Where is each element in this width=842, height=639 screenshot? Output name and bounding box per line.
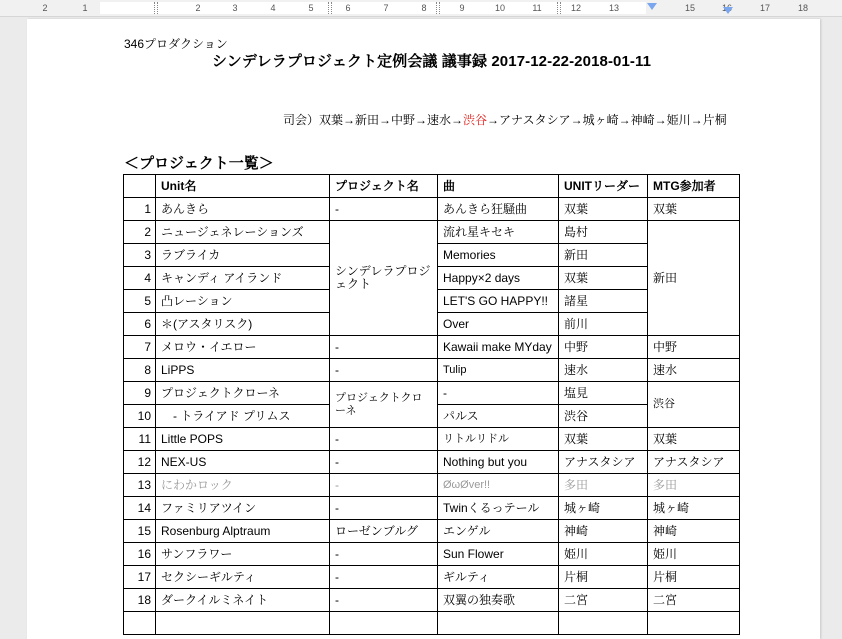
cell-no[interactable]: 1: [124, 198, 156, 221]
table-row: [124, 589, 740, 612]
section-heading: ＜プロジェクト一覧＞: [124, 155, 274, 172]
cell-unit[interactable]: LiPPS: [156, 359, 330, 382]
table-row-empty: [124, 612, 740, 635]
cell-no[interactable]: 6: [124, 313, 156, 336]
cell-no[interactable]: 7: [124, 336, 156, 359]
cell-no[interactable]: [124, 612, 156, 635]
cell-mtg[interactable]: 神崎: [648, 520, 740, 543]
header-song[interactable]: 曲: [438, 175, 559, 198]
cell-unit[interactable]: プロジェクトクローネ: [156, 382, 330, 405]
column-margin-handle[interactable]: [328, 2, 332, 14]
cell-song[interactable]: -: [438, 382, 559, 405]
ruler-tick: 4: [270, 3, 276, 13]
cell-song[interactable]: ØωØver!!: [438, 474, 559, 497]
cell-leader[interactable]: アナスタシア: [559, 451, 648, 474]
ruler-tick: 1: [82, 3, 88, 13]
ruler-tick: 7: [383, 3, 389, 13]
ruler-active-area: [100, 2, 646, 14]
cell-leader[interactable]: [559, 612, 648, 635]
table-row: [124, 543, 740, 566]
table-row: [124, 198, 740, 221]
cell-unit[interactable]: ダークイルミネイト: [156, 589, 330, 612]
table-row: [124, 359, 740, 382]
cell-mtg[interactable]: 中野: [648, 336, 740, 359]
cell-leader[interactable]: 神崎: [559, 520, 648, 543]
cell-leader[interactable]: 姫川: [559, 543, 648, 566]
cell-no[interactable]: 9: [124, 382, 156, 405]
table-row: [124, 566, 740, 589]
cell-leader[interactable]: 諸星: [559, 290, 648, 313]
organization-label: 346プロダクション: [124, 37, 228, 51]
cell-mtg[interactable]: 二宮: [648, 589, 740, 612]
cell-project[interactable]: -: [330, 336, 438, 359]
table-row: [124, 382, 740, 405]
cell-unit[interactable]: ニュージェネレーションズ: [156, 221, 330, 244]
ruler-tick: 2: [42, 3, 48, 13]
chair-after: →アナスタシア→城ヶ崎→神崎→姫川→片桐: [487, 113, 727, 127]
cell-leader[interactable]: 中野: [559, 336, 648, 359]
cell-no[interactable]: 15: [124, 520, 156, 543]
cell-no[interactable]: 11: [124, 428, 156, 451]
ruler-tick: 12: [570, 3, 582, 13]
cell-leader[interactable]: 塩見: [559, 382, 648, 405]
table-header-row: [124, 175, 740, 198]
cell-unit[interactable]: - トライアド プリムス: [156, 405, 330, 428]
column-margin-handle[interactable]: [557, 2, 561, 14]
cell-song[interactable]: [438, 612, 559, 635]
cell-unit[interactable]: セクシーギルティ: [156, 566, 330, 589]
right-indent-marker-icon[interactable]: [723, 7, 733, 14]
cell-song[interactable]: エンゲル: [438, 520, 559, 543]
cell-song[interactable]: Twinくるっテール: [438, 497, 559, 520]
header-unit[interactable]: Unit名: [156, 175, 330, 198]
table-row: [124, 520, 740, 543]
ruler-tick: 11: [532, 3, 542, 13]
cell-leader[interactable]: 新田: [559, 244, 648, 267]
cell-no[interactable]: 17: [124, 566, 156, 589]
cell-mtg[interactable]: 姫川: [648, 543, 740, 566]
cell-project[interactable]: -: [330, 566, 438, 589]
cell-leader[interactable]: 城ヶ崎: [559, 497, 648, 520]
ruler-tick: 15: [684, 3, 696, 13]
cell-song[interactable]: Happy×2 days: [438, 267, 559, 290]
ruler-tick: 9: [459, 3, 465, 13]
left-indent-marker-icon[interactable]: [647, 3, 657, 10]
header-leader[interactable]: UNITリーダー: [559, 175, 648, 198]
cell-project[interactable]: ローゼンブルグ: [330, 520, 438, 543]
cell-song[interactable]: Kawaii make MYday: [438, 336, 559, 359]
chair-highlight: 渋谷: [463, 113, 488, 127]
table-row: [124, 497, 740, 520]
cell-project[interactable]: -: [330, 474, 438, 497]
cell-unit[interactable]: Little POPS: [156, 428, 330, 451]
cell-song[interactable]: あんきら狂騒曲: [438, 198, 559, 221]
cell-leader[interactable]: 片桐: [559, 566, 648, 589]
header-project[interactable]: プロジェクト名: [330, 175, 438, 198]
cell-unit[interactable]: NEX-US: [156, 451, 330, 474]
cell-project[interactable]: -: [330, 198, 438, 221]
cell-mtg-merged[interactable]: 渋谷: [648, 382, 740, 428]
cell-unit[interactable]: サンフラワー: [156, 543, 330, 566]
cell-project-merged[interactable]: プロジェクトクローネ: [330, 382, 438, 428]
cell-project[interactable]: -: [330, 497, 438, 520]
cell-song[interactable]: Over: [438, 313, 559, 336]
cell-mtg[interactable]: 速水: [648, 359, 740, 382]
cell-leader[interactable]: 双葉: [559, 428, 648, 451]
cell-no[interactable]: 14: [124, 497, 156, 520]
chair-rotation: [283, 111, 727, 128]
cell-song[interactable]: 双翼の独奏歌: [438, 589, 559, 612]
table-row: [124, 451, 740, 474]
cell-mtg[interactable]: 双葉: [648, 198, 740, 221]
cell-no[interactable]: 13: [124, 474, 156, 497]
cell-mtg[interactable]: 双葉: [648, 428, 740, 451]
cell-leader[interactable]: 多田: [559, 474, 648, 497]
cell-leader[interactable]: 渋谷: [559, 405, 648, 428]
cell-song[interactable]: 流れ星キセキ: [438, 221, 559, 244]
cell-project[interactable]: -: [330, 589, 438, 612]
table-row: [124, 221, 740, 244]
cell-mtg[interactable]: 城ヶ崎: [648, 497, 740, 520]
cell-song[interactable]: リトルリドル: [438, 428, 559, 451]
ruler-tick: 5: [308, 3, 314, 13]
cell-mtg[interactable]: 片桐: [648, 566, 740, 589]
cell-unit[interactable]: ラブライカ: [156, 244, 330, 267]
cell-unit[interactable]: メロウ・イエロー: [156, 336, 330, 359]
ruler-tick: 17: [759, 3, 771, 13]
cell-no[interactable]: 8: [124, 359, 156, 382]
cell-unit[interactable]: 凸レーション: [156, 290, 330, 313]
ruler-tick: 8: [421, 3, 427, 13]
cell-leader[interactable]: 双葉: [559, 198, 648, 221]
cell-song[interactable]: Tulip: [438, 359, 559, 382]
cell-song[interactable]: ギルティ: [438, 566, 559, 589]
cell-unit[interactable]: ファミリアツイン: [156, 497, 330, 520]
cell-unit[interactable]: Rosenburg Alptraum: [156, 520, 330, 543]
cell-unit[interactable]: [156, 612, 330, 635]
table-row: [124, 474, 740, 497]
cell-unit[interactable]: キャンディ アイランド: [156, 267, 330, 290]
ruler-tick: 13: [608, 3, 620, 13]
cell-no[interactable]: 12: [124, 451, 156, 474]
ruler-tick: 6: [345, 3, 351, 13]
cell-no[interactable]: 18: [124, 589, 156, 612]
ruler-tick: 10: [494, 3, 506, 13]
cell-project[interactable]: -: [330, 428, 438, 451]
cell-mtg[interactable]: アナスタシア: [648, 451, 740, 474]
cell-no[interactable]: 4: [124, 267, 156, 290]
ruler-tick: 3: [232, 3, 238, 13]
cell-project[interactable]: -: [330, 451, 438, 474]
cell-no[interactable]: 3: [124, 244, 156, 267]
cell-song[interactable]: パルス: [438, 405, 559, 428]
column-margin-handle[interactable]: [436, 2, 440, 14]
cell-unit[interactable]: にわかロック: [156, 474, 330, 497]
cell-song[interactable]: Nothing but you: [438, 451, 559, 474]
cell-leader[interactable]: 前川: [559, 313, 648, 336]
cell-no[interactable]: 2: [124, 221, 156, 244]
ruler-tick: 18: [797, 3, 809, 13]
cell-project[interactable]: [330, 612, 438, 635]
cell-project[interactable]: -: [330, 543, 438, 566]
ruler-tick: 2: [195, 3, 201, 13]
cell-no[interactable]: 10: [124, 405, 156, 428]
cell-mtg[interactable]: 多田: [648, 474, 740, 497]
cell-no[interactable]: 16: [124, 543, 156, 566]
cell-leader[interactable]: 島村: [559, 221, 648, 244]
cell-mtg-merged[interactable]: 新田: [648, 221, 740, 336]
cell-leader[interactable]: 二宮: [559, 589, 648, 612]
chair-before: 双葉→新田→中野→速水→: [319, 113, 464, 127]
horizontal-ruler[interactable]: [0, 0, 842, 17]
cell-unit[interactable]: ＊(アスタリスク): [156, 313, 330, 336]
cell-song[interactable]: Memories: [438, 244, 559, 267]
cell-project-merged[interactable]: シンデレラプロジェクト: [330, 221, 438, 336]
table-row: [124, 336, 740, 359]
cell-song[interactable]: LET'S GO HAPPY!!: [438, 290, 559, 313]
cell-no[interactable]: 5: [124, 290, 156, 313]
document-title: シンデレラプロジェクト定例会議 議事録 2017-12-22-2018-01-11: [212, 53, 652, 70]
header-mtg[interactable]: MTG参加者: [648, 175, 740, 198]
chair-prefix: 司会）: [283, 113, 320, 127]
table-row: [124, 428, 740, 451]
ruler-tick: 16: [721, 3, 733, 13]
project-table: [123, 174, 740, 635]
header-no[interactable]: [124, 175, 156, 198]
cell-leader[interactable]: 速水: [559, 359, 648, 382]
column-margin-handle[interactable]: [154, 2, 158, 14]
cell-mtg[interactable]: [648, 612, 740, 635]
cell-song[interactable]: Sun Flower: [438, 543, 559, 566]
cell-leader[interactable]: 双葉: [559, 267, 648, 290]
cell-project[interactable]: -: [330, 359, 438, 382]
cell-unit[interactable]: あんきら: [156, 198, 330, 221]
